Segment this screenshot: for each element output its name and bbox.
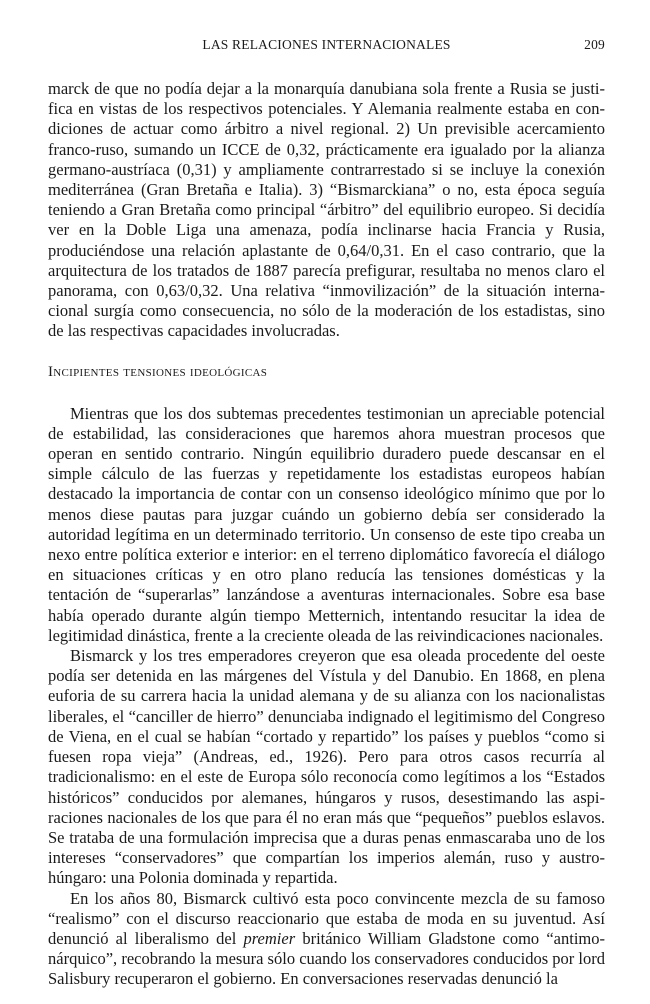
paragraph-text: británico William Gladstone como “antimonárquico”, recobrando la mesura sólo cuando los conservadores conducidos por lord Salisbury recuperaron el gobierno. En conversaciones reservadas denunció la bbox=[48, 928, 605, 989]
page-number: 209 bbox=[584, 37, 605, 52]
running-title: LAS RELACIONES INTERNACIONALES bbox=[202, 37, 451, 52]
paragraph: Mientras que los dos subtemas precedentes testimonian un apreciable potencial de estabilidad, las consideraciones que haremos ahora muestran procesos que operan en sentido contrario. Ningún equilibrio duradero puede descansar en el simple cálculo de las fuerzas y repetidamente los estadistas europeos habían destacado la importancia de contar con un consenso ideológico mínimo que por lo menos diese pautas para juzgar cuándo un gobierno debía ser considerado la autoridad legítima en un determinado territorio. Un consenso de este tipo creaba un nexo entre política exterior e interior: en el terreno diplomático favorecía el diálogo en situaciones críticas y en otro plano reducía las tensiones domésticas y la tentación de “superarlas” lanzándose a aventuras internacionales. Sobre esa base había operado durante algún tiempo Metternich, intentando resucitar la idea de legitimidad dinástica, frente a la creciente oleada de las reivindicaciones nacionales. bbox=[48, 403, 605, 645]
paragraph: Bismarck y los tres emperadores creyeron que esa oleada procedente del oeste podía ser detenida en las márgenes del Vístula y del Danubio. En 1868, en plena euforia de su carrera hacia la unidad alemana y de su alianza con los nacionalistas liberales, el “canciller de hierro” denunciaba indignado el legitimismo del Congreso de Viena, en el cual se habían “cortado y repartido” los países y pueblos “como si fuesen ropa vieja” (Andreas, ed., 1926). Pero para otros casos recurría al tradicionalismo: en el este de Europa sólo reconocía como legítimos a los “Estados históricos” conducidos por alemanes, húngaros y rusos, desestimando las aspiraciones nacionales de los que para él no eran más que “pequeños” pueblos eslavos. Se trataba de una formulación imprecisa que a duras penas enmascaraba uno de los intereses “conservadores” que compartían los imperios alemán, ruso y austro-húngaro: una Polonia dominada y repartida. bbox=[48, 646, 605, 888]
emphasis-term: premier bbox=[243, 928, 296, 948]
section-heading: Incipientes tensiones ideológicas bbox=[48, 363, 268, 380]
paragraph-continued: marck de que no podía dejar a la monarquía danubiana sola frente a Rusia se justifica en vistas de los respectivos potenciales. Y Alemania realmente estaba en condiciones de actuar como árbitro a nivel regional. 2) Un previsible acercamiento franco-ruso, sumando un ICCE de 0,32, prácticamente era igualado por la alianza germano-austríaca (0,31) y ampliamente contrarrestado si se incluye la conexión mediterránea (Gran Bretaña e Italia). 3) “Bismarckiana” o no, esta época seguía teniendo a Gran Bretaña como principal “árbitro” del equilibrio europeo. Si decidía ver en la Doble Liga una amenaza, podía inclinarse hacia Francia y Rusia, produciéndose una relación aplastante de 0,64/0,31. En el caso contrario, que la arquitectura de los tratados de 1887 parecía prefigurar, resultaba no menos claro el panorama, con 0,63/0,32. Una relativa “inmovilización” de la situación internacional surgía como consecuencia, no sólo de la moderación de los estadistas, sino de las respectivas capacidades involucradas. bbox=[48, 79, 605, 341]
running-head bbox=[48, 37, 605, 55]
body-text bbox=[48, 79, 605, 990]
paragraph-text: En los años 80, Bismarck cultivó esta poco convincente mezcla de su famoso “realismo” con el discurso reaccionario que estaba de moda en su juventud. Así denunció al liberalismo del bbox=[48, 888, 605, 948]
paragraph bbox=[48, 889, 605, 990]
